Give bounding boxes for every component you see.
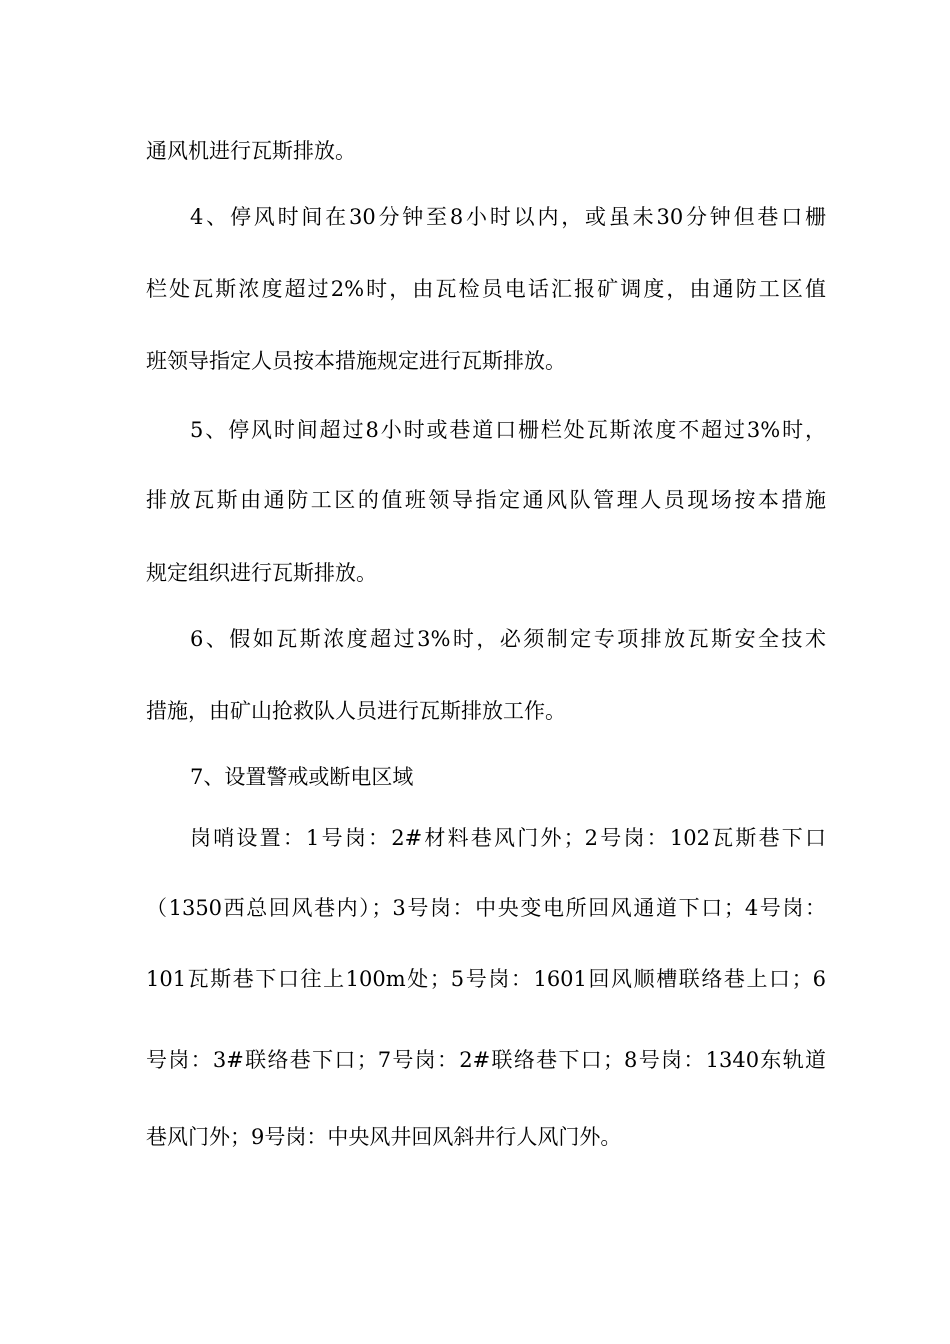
text-line: 101瓦斯巷下口往上100m处；5号岗：1601回风顺槽联络巷上口；6: [146, 967, 826, 991]
text-line: 号岗：3#联络巷下口；7号岗：2#联络巷下口；8号岗：1340东轨道: [146, 1048, 826, 1072]
text-line: （1350西总回风巷内）；3号岗：中央变电所回风通道下口；4号岗：: [146, 896, 826, 920]
text-line: 巷风门外；9号岗：中央风井回风斜井行人风门外。: [146, 1125, 622, 1149]
text-line: 4、停风时间在30分钟至8小时以内，或虽未30分钟但巷口栅: [190, 205, 826, 229]
text-line: 栏处瓦斯浓度超过2%时，由瓦检员电话汇报矿调度，由通防工区值: [146, 277, 826, 301]
text-line: 排放瓦斯由通防工区的值班领导指定通风队管理人员现场按本措施: [146, 488, 826, 512]
text-line: 岗哨设置：1号岗：2#材料巷风门外；2号岗：102瓦斯巷下口: [190, 826, 826, 850]
text-line: 6、假如瓦斯浓度超过3%时，必须制定专项排放瓦斯安全技术: [190, 627, 826, 651]
text-line: 5、停风时间超过8小时或巷道口栅栏处瓦斯浓度不超过3%时，: [190, 418, 826, 442]
text-line: 班领导指定人员按本措施规定进行瓦斯排放。: [146, 349, 566, 373]
section-heading: 7、设置警戒或断电区域: [190, 765, 414, 789]
text-line: 规定组织进行瓦斯排放。: [146, 561, 377, 585]
text-line: 通风机进行瓦斯排放。: [146, 139, 356, 163]
text-line: 措施，由矿山抢救队人员进行瓦斯排放工作。: [146, 699, 566, 723]
